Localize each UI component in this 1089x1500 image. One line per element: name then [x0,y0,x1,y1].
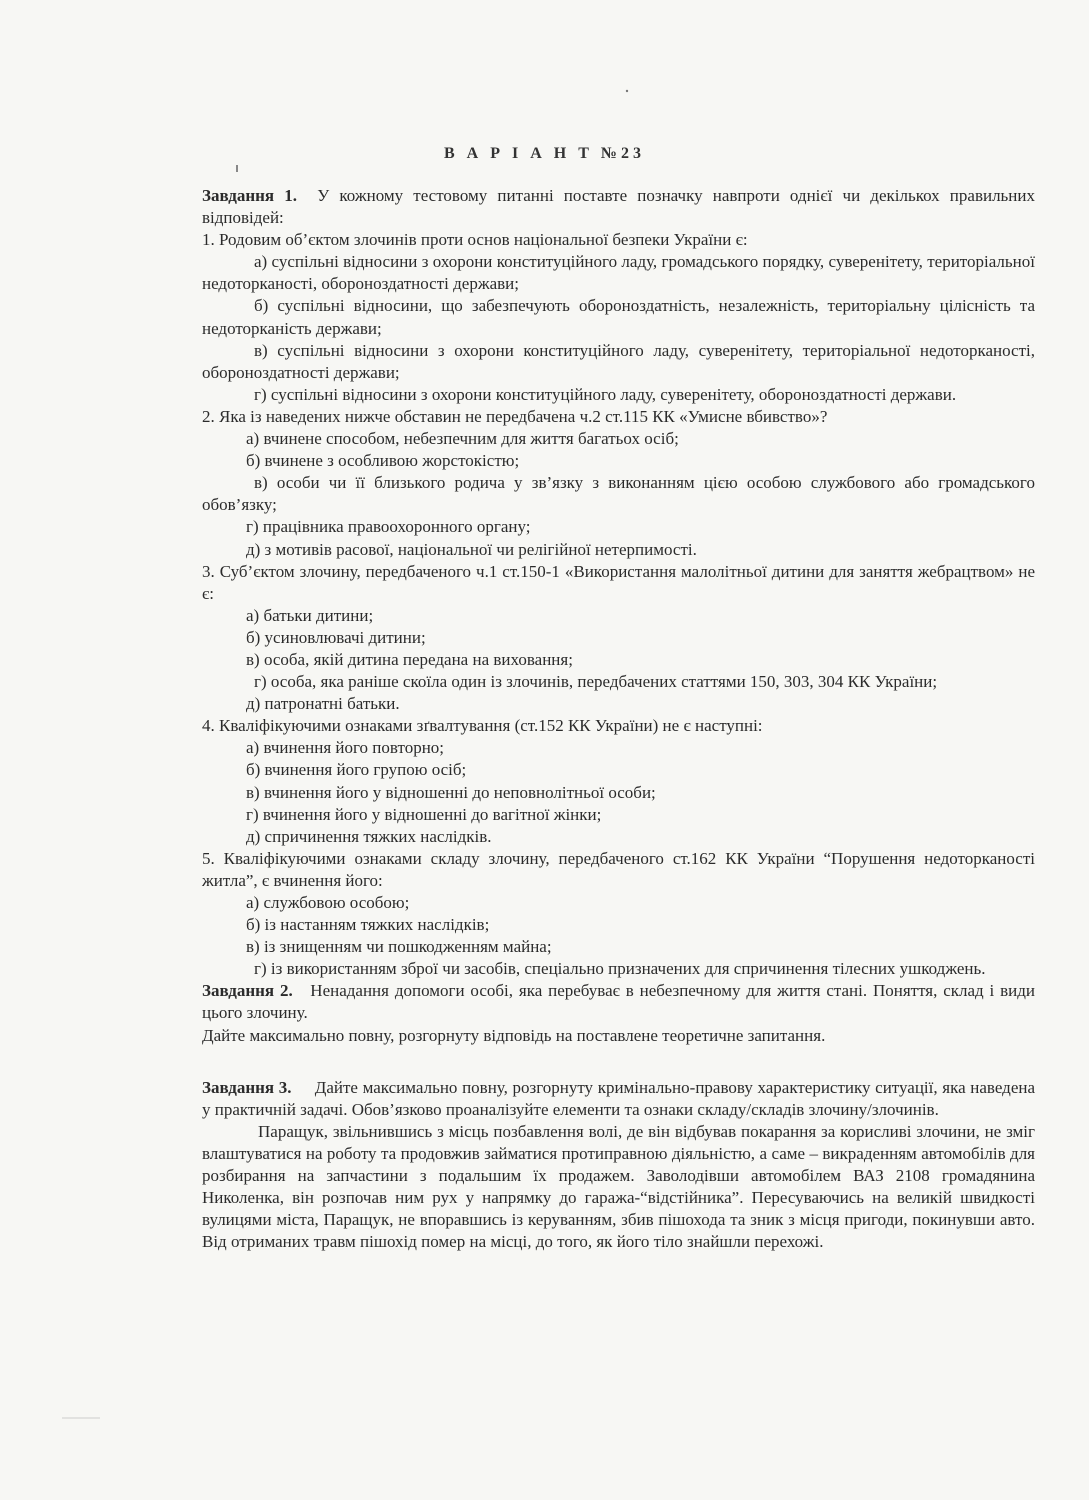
task3-text: Дайте максимально повну, розгорнуту кримінально-правову характеристику ситуації, яка наведена у практичній задачі. Обов’язково проаналізуйте елементи та ознаки складу/складів злочину/злочинів. [202,1077,1036,1119]
task1-heading [202,185,1035,229]
option: в) із знищенням чи пошкодженням майна; [246,937,552,957]
question-5 [202,848,1035,981]
option: б) вчинення його групою осіб; [246,760,467,780]
question-text: 1. Родовим об’єктом злочинів проти основ національної безпеки України є: [202,230,748,250]
option: б) вчинене з особливою жорстокістю; [246,451,520,471]
option: д) з мотивів расової, національної чи релігійної нетерпимості. [246,539,697,559]
option: г) особа, яка раніше скоїла один із злочинів, передбачених статтями 150, 303, 304 КК України; [254,672,938,692]
option: г) працівника правоохоронного органу; [246,517,531,537]
question-text: 5. Кваліфікуючими ознаками складу злочину, передбаченого ст.162 КК України “Порушення недоторканості житла”, є вчинення його: [202,848,1035,890]
question-3 [202,561,1035,716]
question-1 [202,229,1035,406]
option: в) вчинення його у відношенні до неповнолітньої особи; [246,782,656,802]
option: в) особа, якій дитина передана на виховання; [246,649,573,669]
option: д) спричинення тяжких наслідків. [246,826,492,846]
option: д) патронатні батьки. [246,694,400,714]
question-text: 4. Кваліфікуючими ознаками зґвалтування (ст.152 КК України) не є наступні: [202,716,763,736]
question-text: 3. Суб’єктом злочину, передбаченого ч.1 ст.150-1 «Використання малолітньої дитини для заняття жебрацтвом» не є: [202,561,1035,603]
option: б) суспільні відносини, що забезпечують обороноздатність, незалежність, територіальну цілісність та недоторканість держави; [202,296,1035,338]
question-4 [202,715,1035,848]
option: а) суспільні відносини з охорони конституційного ладу, громадського порядку, суверенітету, територіальної недоторканості, обороноздатності держави; [202,252,1035,294]
document-body [202,185,1035,1253]
task2-heading [202,980,1035,1024]
question-text: 2. Яка із наведених нижче обставин не передбачена ч.2 ст.115 КК «Умисне вбивство»? [202,406,828,426]
task3-label: Завдання 3. [202,1077,292,1097]
task3-heading [202,1077,1035,1121]
task2-note: Дайте максимально повну, розгорнуту відповідь на поставлене теоретичне запитання. [202,1025,826,1045]
option: г) вчинення його у відношенні до вагітної жінки; [246,804,602,824]
option: б) із настанням тяжких наслідків; [246,915,490,935]
question-2 [202,406,1035,561]
option: а) службовою особою; [246,893,410,912]
task2-text: Ненадання допомоги особі, яка перебуває в небезпечному для життя стані. Поняття, склад і види цього злочину. [202,981,1036,1023]
option: б) усиновлювачі дитини; [246,627,426,647]
task1-text: У кожному тестовому питанні поставте позначку навпроти однієї чи декількох правильних відповідей: [202,186,1036,228]
option: а) батьки дитини; [246,605,374,625]
spacer [202,1047,1035,1077]
task1-label: Завдання 1. [202,186,297,205]
variant-title: В А Р І А Н Т №23 [444,145,645,162]
task3-case: Паращук, звільнившись з місць позбавлення волі, де він відбував покарання за корисливі злочини, не зміг влаштуватися на роботу та продовжив займатися протиправною діяльністю, а саме – викраденням автомобілів для розбирання на запчастини з подальшим їх продажем. Заволодівши автомобілем ВАЗ 2108 громадянина Николенка, він розпочав ним рух у напрямку до гаража-“відстійника”. Пересуваючись на великій швидкості вулицями міста, Паращук, не впоравшись із керуванням, збив пішохода та зник з місця пригоди, покинувши авто. Від отриманих травм пішохід помер на місці, до того, як його тіло знайшли перехожі. [202,1121,1035,1252]
option: г) із використанням зброї чи засобів, спеціально призначених для спричинення тілесних ушкоджень. [254,959,986,979]
option: в) особи чи її близького родича у зв’язку з виконанням цією особою службового або громадського обов’язку; [202,473,1035,515]
option: г) суспільні відносини з охорони конституційного ладу, суверенітету, обороноздатності держави. [254,384,957,404]
option: в) суспільні відносини з охорони конституційного ладу, суверенітету, територіальної недоторканості, обороноздатності держави; [202,340,1035,382]
option: а) вчинення його повторно; [246,738,445,758]
task2-label: Завдання 2. [202,981,293,1001]
option: а) вчинене способом, небезпечним для життя багатьох осіб; [246,429,679,449]
